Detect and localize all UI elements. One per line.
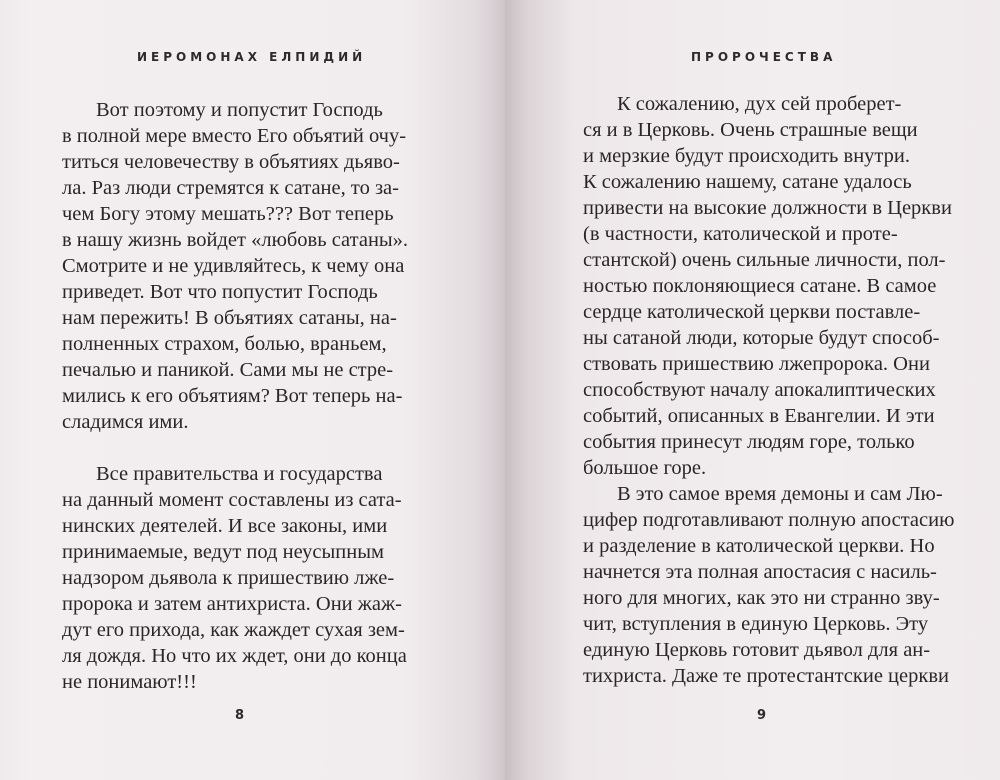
right-page (505, 0, 1000, 780)
left-page-body (62, 97, 458, 695)
paragraph: Вот поэтому и попустит Господь в полной мере вместо Его объятий очу- титься человечеству в объятиях дьяво- ла. Раз люди стремятся к сатане, то за- чем Богу этому мешать??? Вот теперь в нашу жизнь войдет «любовь сатаны». Смотрите и не удивляйтесь, к чему она приведет. Вот что попустит Господь нам пережить! В объятиях сатаны, на- полненных страхом, болью, враньем, печалью и паникой. Сами мы не стре- мились к его объятиям? Вот теперь на- сладимся ими. (62, 99, 409, 433)
paragraph: К сожалению, дух сей проберет- ся и в Церковь. Очень страшные вещи и мерзкие будут происходить внутри. К сожалению нашему, сатане удалось привести на высокие должности в Церкви (в частности, католической и проте- стантской) очень сильные личности, пол- ностью поклоняющиеся сатане. В самое сердце католической церкви поставле- ны сатаной люди, которые будут способ- ствовать пришествию лжепророка. Они способствуют началу апокалиптических событий, описанных в Евангелии. И эти события принесут людям горе, только большое горе. (583, 93, 952, 479)
page-number: 8 (235, 708, 245, 723)
page-number: 9 (757, 708, 767, 723)
paragraph: Все правительства и государства на данный момент составлены из сата- нинских деятелей. И все законы, ими принимаемые, ведут под неусыпным надзором дьявола к пришествию лже- пророка и затем антихриста. Они жаж- дут его прихода, как жаждет сухая зем- ля дождя. Но что их ждет, они до конца не понимают!!! (62, 463, 407, 693)
paragraph: В это самое время демоны и сам Лю- цифер подготавливают полную апостасию и разделение в католической церкви. Но начнется эта полная апостасия с насиль- ного для многих, как это ни странно зву- чит, вступления в единую Церковь. Эту единую Церковь готовит дьявол для ан- тихриста. Даже те протестантские церкви (583, 483, 955, 687)
running-head-title: ПРОРОЧЕСТВА (691, 50, 837, 64)
right-page-body (583, 91, 973, 689)
running-head-author: ИЕРОМОНАХ ЕЛПИДИЙ (137, 50, 367, 64)
